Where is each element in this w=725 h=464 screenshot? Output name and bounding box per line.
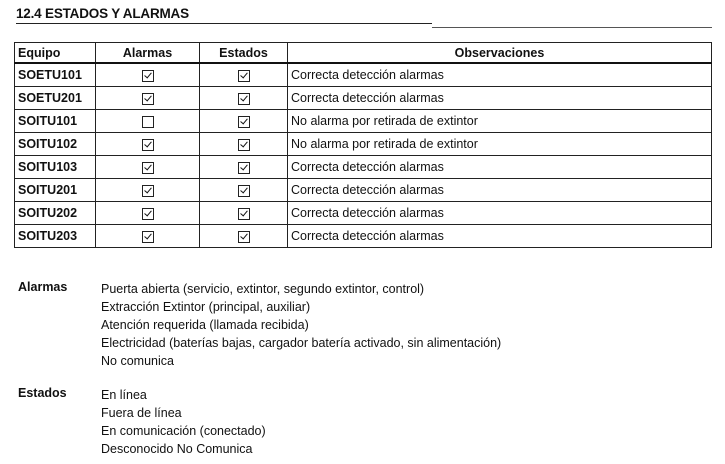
table-row <box>15 87 712 110</box>
alarmas-checkbox[interactable] <box>142 93 154 105</box>
estados-cell <box>200 133 288 156</box>
table-row <box>15 110 712 133</box>
estados-cell <box>200 225 288 248</box>
table-row <box>15 133 712 156</box>
estados-checkbox[interactable] <box>238 93 250 105</box>
alarmas-checkbox[interactable] <box>142 185 154 197</box>
estados-cell <box>200 87 288 110</box>
table-header-row <box>15 43 712 64</box>
estados-cell <box>200 156 288 179</box>
observaciones-cell: Correcta detección alarmas <box>288 179 712 202</box>
status-alarms-table <box>14 42 712 248</box>
alarmas-checkbox[interactable] <box>142 139 154 151</box>
alarmas-checkbox[interactable] <box>142 116 154 128</box>
header-estados: Estados <box>200 43 288 64</box>
equipo-cell: SOITU201 <box>15 179 96 202</box>
estados-cell <box>200 202 288 225</box>
alarmas-checkbox[interactable] <box>142 231 154 243</box>
observaciones-cell: Correcta detección alarmas <box>288 202 712 225</box>
estados-checkbox[interactable] <box>238 231 250 243</box>
equipo-cell: SOITU203 <box>15 225 96 248</box>
observaciones-cell: No alarma por retirada de extintor <box>288 110 712 133</box>
equipo-cell: SOITU102 <box>15 133 96 156</box>
legend-item: En línea <box>101 388 147 402</box>
observaciones-cell: Correcta detección alarmas <box>288 225 712 248</box>
section-title: 12.4 ESTADOS Y ALARMAS <box>16 6 432 24</box>
legend-alarmas-items <box>101 280 661 370</box>
observaciones-cell: Correcta detección alarmas <box>288 63 712 87</box>
title-rule <box>432 27 712 28</box>
header-alarmas: Alarmas <box>96 43 200 64</box>
equipo-cell: SOETU101 <box>15 63 96 87</box>
alarmas-cell <box>96 63 200 87</box>
table-row <box>15 202 712 225</box>
estados-checkbox[interactable] <box>238 70 250 82</box>
legend-item: Extracción Extintor (principal, auxiliar) <box>101 300 311 314</box>
legend-item: Fuera de línea <box>101 406 182 420</box>
legend-alarmas-label: Alarmas <box>18 280 68 294</box>
alarmas-cell <box>96 87 200 110</box>
estados-cell <box>200 179 288 202</box>
table-row <box>15 179 712 202</box>
table-row <box>15 63 712 87</box>
alarmas-checkbox[interactable] <box>142 208 154 220</box>
table-body <box>15 63 712 248</box>
alarmas-checkbox[interactable] <box>142 162 154 174</box>
estados-cell <box>200 63 288 87</box>
legend-item: Desconocido No Comunica <box>101 442 253 456</box>
legend-item: Puerta abierta (servicio, extintor, segundo extintor, control) <box>101 282 425 296</box>
estados-checkbox[interactable] <box>238 208 250 220</box>
equipo-cell: SOETU201 <box>15 87 96 110</box>
table-row <box>15 225 712 248</box>
legend-item: Electricidad (baterías bajas, cargador batería activado, sin alimentación) <box>101 336 502 350</box>
alarmas-checkbox[interactable] <box>142 70 154 82</box>
header-observaciones: Observaciones <box>288 43 712 64</box>
estados-cell <box>200 110 288 133</box>
alarmas-cell <box>96 110 200 133</box>
estados-checkbox[interactable] <box>238 185 250 197</box>
estados-checkbox[interactable] <box>238 162 250 174</box>
legend-item: Atención requerida (llamada recibida) <box>101 318 309 332</box>
observaciones-cell: Correcta detección alarmas <box>288 87 712 110</box>
equipo-cell: SOITU103 <box>15 156 96 179</box>
legend-estados-label: Estados <box>18 386 67 400</box>
legend-item: No comunica <box>101 354 174 368</box>
legend-estados-items <box>101 386 661 458</box>
alarmas-cell <box>96 202 200 225</box>
equipo-cell: SOITU101 <box>15 110 96 133</box>
alarmas-cell <box>96 225 200 248</box>
alarmas-cell <box>96 156 200 179</box>
observaciones-cell: Correcta detección alarmas <box>288 156 712 179</box>
alarmas-cell <box>96 133 200 156</box>
alarmas-cell <box>96 179 200 202</box>
estados-checkbox[interactable] <box>238 139 250 151</box>
header-equipo: Equipo <box>15 43 96 64</box>
equipo-cell: SOITU202 <box>15 202 96 225</box>
table-row <box>15 156 712 179</box>
estados-checkbox[interactable] <box>238 116 250 128</box>
observaciones-cell: No alarma por retirada de extintor <box>288 133 712 156</box>
legend-item: En comunicación (conectado) <box>101 424 266 438</box>
